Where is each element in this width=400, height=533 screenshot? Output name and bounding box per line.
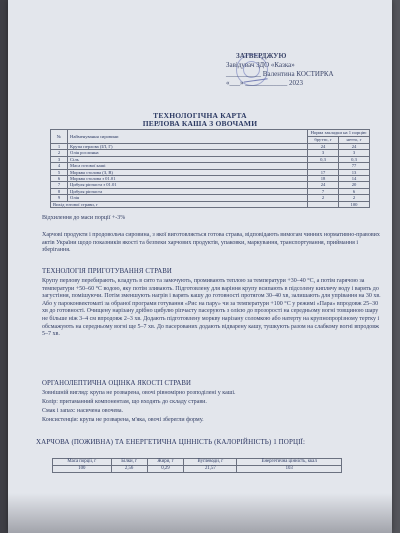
energy-value-protein: 2,56 (111, 466, 147, 473)
page-shadow-right (392, 0, 400, 533)
row-name: Крупа перлова (ІЛ, Г) (68, 144, 308, 150)
col-name-header: Найменування сировини (68, 130, 308, 144)
doc-title: ТЕХНОЛОГІЧНА КАРТА (153, 111, 247, 120)
energy-header-row (53, 459, 342, 466)
row-brutto: 24 (308, 182, 339, 188)
energy-header-carbs: Вуглеводи, г (184, 459, 237, 466)
tech-paragraph: Крупу перлову перебирають, кладуть в сито та замочують, промивають теплою за температури +30–40 °С, а потім гарячою за температури +50–60 °С водою, яку потім зливають. Підготовлену для варіння крупу всипають в підсолену киплячу воду і варять до загустіння, помішуючи. Потім зменшують нагрів і варять кашу до готовності протягом 30–40 хв, залишають для упрівання на 30 хв. Або у пароконвектоматі за обраної програми готування «Рис на пару» чи за температури +100 °С у режимі «Пара» впродовж 25–30 хв до готовності. Очищену нарізану дрібно цибулю ріпчасту пасерують з олією до прозорості на середньому вогні товщиною шару не більше ніж 3–4 см впродовж 2–3 хв. Додають підготовлену моркву нарізану соломкою або натерту на крупнопрорізному тертку і обсмажують на середньому вогні ще 5–7 хв. До пасерованих додають відварену кашу, тушкують разом на слабкому вогні впродовж 5–7 хв. (42, 278, 381, 338)
row-brutto: 2 (308, 195, 339, 201)
row-name: Маса готової каші (68, 163, 308, 169)
energy-heading: ХАРЧОВА (ПОЖИВНА) ТА ЕНЕРГЕТИЧНА ЦІННІСТЬ (КАЛОРІЙНІСТЬ) 1 ПОРЦІЇ: (36, 438, 306, 446)
row-name: Сіль (68, 156, 308, 162)
row-netto: 13 (339, 169, 370, 175)
row-netto: 14 (339, 176, 370, 182)
row-netto: 20 (339, 182, 370, 188)
energy-value-fat: 0,29 (147, 466, 184, 473)
approval-line-1: Завідувач ЗДО «Казка» (226, 61, 295, 69)
organo-line-3: Смак і запах: насичена овочева. (42, 408, 124, 414)
energy-value-mass: 100 (53, 466, 112, 473)
row-netto: 6 (339, 188, 370, 194)
row-netto: 24 (339, 144, 370, 150)
row-num: 9 (51, 195, 68, 201)
row-num: 6 (51, 176, 68, 182)
energy-table (52, 458, 342, 473)
col-netto-header: нетто, г (339, 137, 370, 144)
intro-paragraph: Харчові продукти і продовольча сировина, з якої виготовляється готова страва, відповідають вимогам чинних нормативно-правових актів України щодо показників якості та безпеки харчових продуктів, упаковки, маркування, транспортування, приймання і зберігання. (42, 232, 380, 254)
page-shadow-left (0, 0, 8, 533)
row-brutto: 17 (308, 169, 339, 175)
col-norm-header: Норма закладки на 1 порцію (308, 130, 370, 137)
energy-header-fat: Жири, г (147, 459, 184, 466)
approval-heading: ЗАТВЕРДЖУЮ (236, 52, 287, 60)
row-brutto: 18 (308, 176, 339, 182)
footer-empty (308, 201, 339, 207)
row-name: Морква столова з 01.01 (68, 176, 308, 182)
organo-line-2: Колір: притаманний компонентам, що входять до складу страви. (42, 399, 207, 405)
row-name: Морква столова (З, В) (68, 169, 308, 175)
col-num-header: № (51, 130, 68, 144)
doc-subtitle: ПЕРЛОВА КАША З ОВОЧАМИ (142, 119, 258, 128)
tech-heading: ТЕХНОЛОГІЯ ПРИГОТУВАННЯ СТРАВИ (42, 268, 172, 275)
row-name: Олія рослинна (68, 150, 308, 156)
organo-heading: ОРГАНОЛЕПТИЧНА ОЦІНКА ЯКОСТІ СТРАВИ (42, 380, 192, 387)
row-num: 5 (51, 169, 68, 175)
row-name: Цибуля ріпчаста з 01.01 (68, 182, 308, 188)
approval-line-3: «___» ____________ 2023 (226, 79, 303, 87)
organo-line-4: Консистенція: крупа не розварена, м'яка, овочі зберегли форму. (42, 417, 204, 423)
bottom-shadow (8, 493, 392, 533)
row-num: 3 (51, 156, 68, 162)
row-netto: 77 (339, 163, 370, 169)
approval-line-2: __________ Валентина КОСТИРКА (226, 70, 334, 78)
row-num: 1 (51, 144, 68, 150)
row-brutto: 7 (308, 188, 339, 194)
row-brutto: 24 (308, 144, 339, 150)
energy-value-kcal: 103 (237, 466, 342, 473)
footer-value: 100 (339, 201, 370, 207)
row-netto: 0,3 (339, 156, 370, 162)
col-brutto-header: брутто, г (308, 137, 339, 144)
energy-value-row (53, 466, 342, 473)
row-brutto: 0,3 (308, 156, 339, 162)
recipe-table (50, 129, 370, 208)
footer-label: Вихід готової страви, г (51, 201, 308, 207)
row-name: Олія (68, 195, 308, 201)
document-sheet (8, 0, 392, 533)
row-netto: 2 (339, 195, 370, 201)
organo-line-1: Зовнішній вигляд: крупа не розварена, овочі рівномірно розподілені у каші. (42, 390, 236, 396)
row-num: 8 (51, 188, 68, 194)
approval-block (226, 52, 386, 88)
energy-value-carbs: 21,57 (184, 466, 237, 473)
energy-header-mass: Маса порції, г (53, 459, 112, 466)
row-brutto: 3 (308, 150, 339, 156)
table-footer-row (51, 201, 370, 207)
row-num: 7 (51, 182, 68, 188)
energy-header-protein: Білки, г (111, 459, 147, 466)
energy-header-kcal: Енергетична цінність, ккал (237, 459, 342, 466)
deviation-note: Відхилення до маси порції +-3% (42, 215, 126, 221)
row-name: Цибуля ріпчаста (68, 188, 308, 194)
row-num: 4 (51, 163, 68, 169)
row-num: 2 (51, 150, 68, 156)
row-netto: 3 (339, 150, 370, 156)
